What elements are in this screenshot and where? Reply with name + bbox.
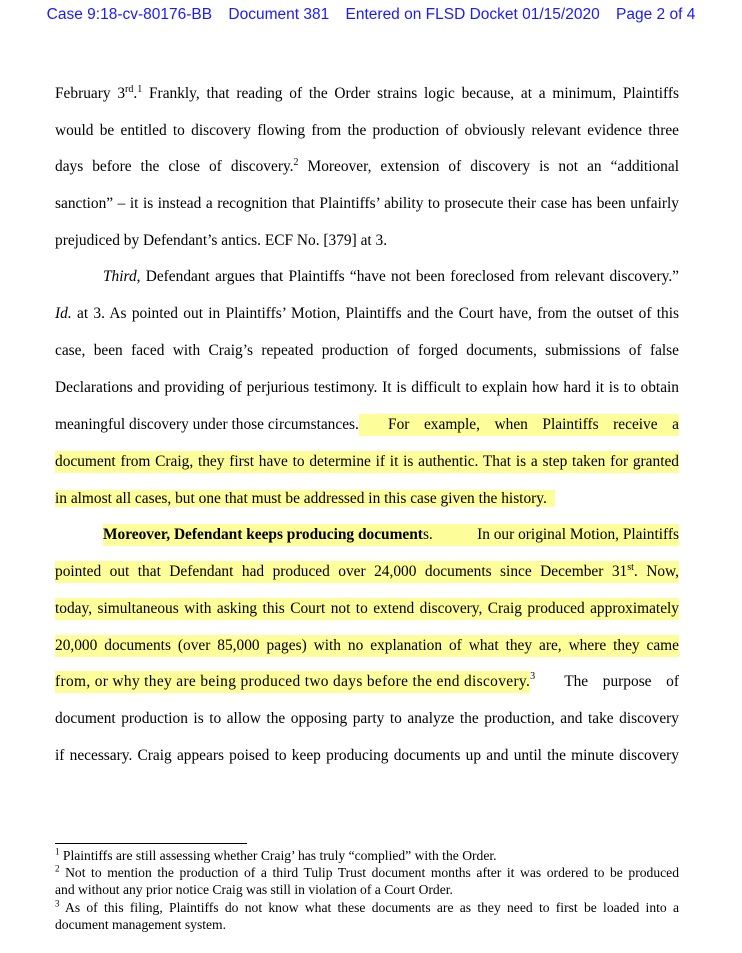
document-number: Document 381 <box>228 6 330 23</box>
footnote-2-continued: and without any prior notice Craig was still in violation of a Court Order. <box>55 882 453 897</box>
text-line: would be entitled to discovery flowing from the production of obviously relevant evidence three <box>55 122 679 139</box>
footnote-separator <box>55 843 247 844</box>
text-line: from, or why they are being produced two days before the end discovery. 3 The purpose of <box>55 671 679 693</box>
highlighted-line <box>55 488 679 510</box>
docket-entry-date: Entered on FLSD Docket 01/15/2020 <box>345 6 600 23</box>
text-line: sanction” – it is instead a recognition that Plaintiffs’ ability to prosecute their case has been unfairly <box>55 195 679 212</box>
text-line: if necessary. Craig appears poised to keep producing documents up and until the minute discovery <box>55 747 679 764</box>
text-line: document production is to allow the opposing party to analyze the production, and take discovery <box>55 710 679 727</box>
highlighted-text: 20,000 documents (over 85,000 pages) with no explanation of what they are, where they came <box>55 635 679 657</box>
highlighted-text: Moreover, Defendant keeps producing documents. In our original Motion, Plaintiffs <box>103 524 679 546</box>
text-line: meaningful discovery under those circumstances. For example, when Plaintiffs receive a <box>55 414 679 436</box>
footnote-ref-1: 1 <box>137 83 143 95</box>
footnote-ref-3: 3 <box>530 671 536 682</box>
case-number: Case 9:18-cv-80176-BB <box>46 6 213 23</box>
highlighted-text: in almost all cases, but one that must be addressed in this case given the history. <box>55 490 555 507</box>
footnote-1: $^1$ Plaintiffs are still assessing whether Craig’ has truly “complied” with the Order. <box>55 846 497 863</box>
footnote-ref-2: 2 <box>293 156 299 168</box>
highlighted-text: from, or why they are being produced two days before the end discovery. <box>55 671 530 693</box>
footnote-2: $^2$ Not to mention the production of a third Tulip Trust document months after it was ordered to be produced <box>55 863 679 880</box>
docket-header <box>0 6 742 24</box>
highlighted-text: today, simultaneous with asking this Court not to extend discovery, Craig produced approximately <box>55 598 679 620</box>
highlighted-text: pointed out that Defendant had produced over 24,000 documents since December 31st. Now, <box>55 561 679 583</box>
footnote-3: $^3$ As of this filing, Plaintiffs do not know what these documents are as they need to first be loaded into a <box>55 898 679 915</box>
highlighted-text: document from Craig, they first have to determine if it is authentic. That is a step taken for granted <box>55 451 679 473</box>
text-line: days before the close of discovery.$^2$ Moreover, extension of discovery is not an “additional <box>55 156 679 175</box>
text-line: prejudiced by Defendant’s antics. ECF No. [379] at 3. <box>55 232 388 249</box>
highlighted-text: For example, when Plaintiffs receive a <box>359 414 679 436</box>
text-line: Declarations and providing of perjurious testimony. It is difficult to explain how hard it is to obtain <box>55 379 679 396</box>
text-line: February 3rd.$^1$ Frankly, that reading of the Order strains logic because, at a minimum, Plaintiffs <box>55 83 679 102</box>
text-line: case, been faced with Craig’s repeated production of forged documents, submissions of false <box>55 342 679 359</box>
text-line: Id. at 3. As pointed out in Plaintiffs’ Motion, Plaintiffs and the Court have, from the outset of this <box>55 305 679 322</box>
page-number: Page 2 of 4 <box>616 6 696 23</box>
text-line: Third, Defendant argues that Plaintiffs “have not been foreclosed from relevant discovery.” <box>103 268 679 285</box>
footnote-3-continued: document management system. <box>55 917 227 932</box>
